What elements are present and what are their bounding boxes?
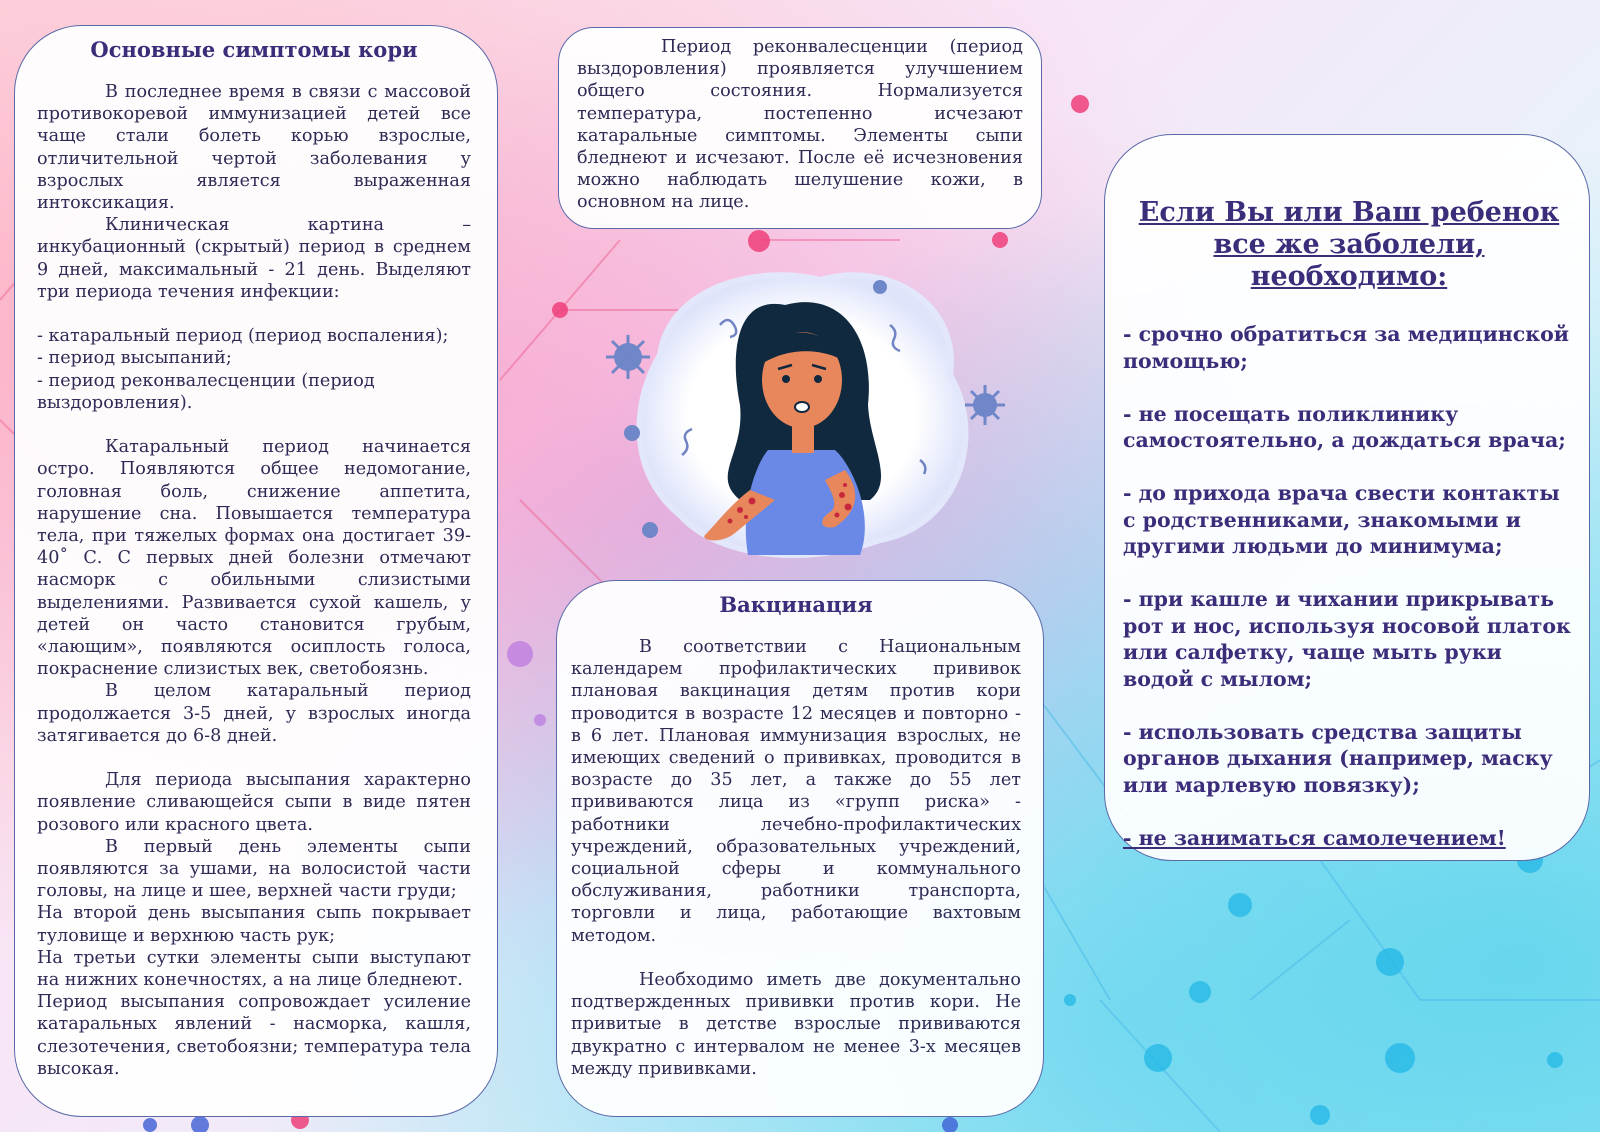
symptoms-rash-intro: Для периода высыпания характерно появление сливающейся сыпи в виде пятен розового или красного цвета. bbox=[37, 770, 471, 835]
vaccination-text-1: В соответствии с Национальным календарем профилактических прививок плановая вакцинация детям против кори проводится в возрасте 12 месяцев и повторно - в 6 лет. Плановая иммунизация взрослых, не имеющих сведений о прививках, проводится в возрасте до 35 лет, а также до 55 лет прививаются лица из «групп риска» - работники лечебно-профилактических учреждений, образовательных учреждений, социальной сферы и коммунального обслуживания, работники транспорта, торговли и лица, работающие вахтовым методом. bbox=[571, 637, 1021, 946]
symptoms-rash-day3: На третьи сутки элементы сыпи выступают на нижних конечностях, а на лице бледнеют. bbox=[37, 947, 471, 991]
vaccination-panel bbox=[556, 580, 1044, 1117]
list-item: - катаральный период (период воспаления); bbox=[37, 326, 449, 347]
list-item: - не посещать поликлинику самостоятельно, а дождаться врача; bbox=[1123, 401, 1566, 452]
symptoms-rash-day2: На второй день высыпания сыпь покрывает туловище и верхнюю часть рук; bbox=[37, 903, 471, 946]
vaccination-text-2: Необходимо иметь две документально подтвержденных прививки против кори. Не привитые в детстве взрослые прививаются двукратно с интервалом не менее 3-х месяцев между прививками. bbox=[571, 970, 1021, 1079]
list-item: - использовать средства защиты органов дыхания (например, маску или марлевую повязку); bbox=[1123, 719, 1553, 797]
virus-icon bbox=[965, 385, 1005, 425]
virus-icon bbox=[606, 335, 650, 379]
symptoms-title: Основные симптомы кори bbox=[90, 37, 418, 62]
if-sick-title: Если Вы или Ваш ребенок все же заболели, необходимо: bbox=[1138, 197, 1560, 292]
symptoms-clinical: Клиническая картина – инкубационный (скрытый) период в среднем 9 дней, максимальный - 21 день. Выделяют три периода течения инфекции: bbox=[37, 215, 471, 302]
symptoms-rash-day1: В первый день элементы сыпи появляются за ушами, на волосистой части головы, на лице и шее, верхней части груди; bbox=[37, 836, 471, 902]
symptoms-panel bbox=[14, 25, 498, 1117]
symptoms-catarrhal-duration: В целом катаральный период продолжается 3-5 дней, у взрослых иногда затягивается до 6-8 дней. bbox=[37, 681, 471, 746]
list-item: - при кашле и чихании прикрывать рот и нос, используя носовой платок или салфетку, чаще мыть руки водой с мылом; bbox=[1123, 587, 1571, 691]
if-sick-panel bbox=[1104, 134, 1590, 861]
list-item: - период высыпаний; bbox=[37, 348, 232, 369]
list-item: - период реконвалесценции (период выздоровления). bbox=[37, 370, 375, 413]
recovery-panel bbox=[558, 27, 1042, 229]
symptoms-intro: В последнее время в связи с массовой противокоревой иммунизацией детей все чаще стали болеть корью взрослые, отличительной чертой заболевания у взрослых является выраженная интоксикация. bbox=[37, 82, 471, 214]
recovery-text: Период реконвалесценции (период выздоровления) проявляется улучшением общего состояния. Нормализуется температура, постепенно исчезают катаральные симптомы. Элементы сыпи бледнеют и исчезают. После её исчезновения можно наблюдать шелушение кожи, в основном на лице. bbox=[577, 37, 1023, 213]
periods-list bbox=[37, 325, 471, 414]
symptoms-catarrhal: Катаральный период начинается остро. Появляются общее недомогание, головная боль, снижение аппетита, нарушение сна. Повышается температура тела, при тяжелых формах она достигает 39-40˚ С. С первых дней болезни отмечают насморк с обильными слизистыми выделениями. Развивается сухой кашель, у детей он часто становится грубым, «лающим», появляются осиплость голоса, покраснение слизистых век, светобоязнь. bbox=[37, 437, 471, 680]
vaccination-title: Вакцинация bbox=[719, 592, 873, 617]
list-item: - до прихода врача свести контакты с родственниками, знакомыми и другими людьми до минимума; bbox=[1123, 481, 1560, 558]
list-item: - срочно обратиться за медицинской помощью; bbox=[1123, 322, 1569, 373]
sick-girl-with-measles-rash-icon bbox=[590, 265, 1010, 570]
list-item: - не заниматься самолечением! bbox=[1123, 825, 1506, 850]
symptoms-rash-end: Период высыпания сопровождает усиление катаральных явлений - насморка, кашля, слезотечения, светобоязни; температура тела высокая. bbox=[37, 992, 471, 1079]
